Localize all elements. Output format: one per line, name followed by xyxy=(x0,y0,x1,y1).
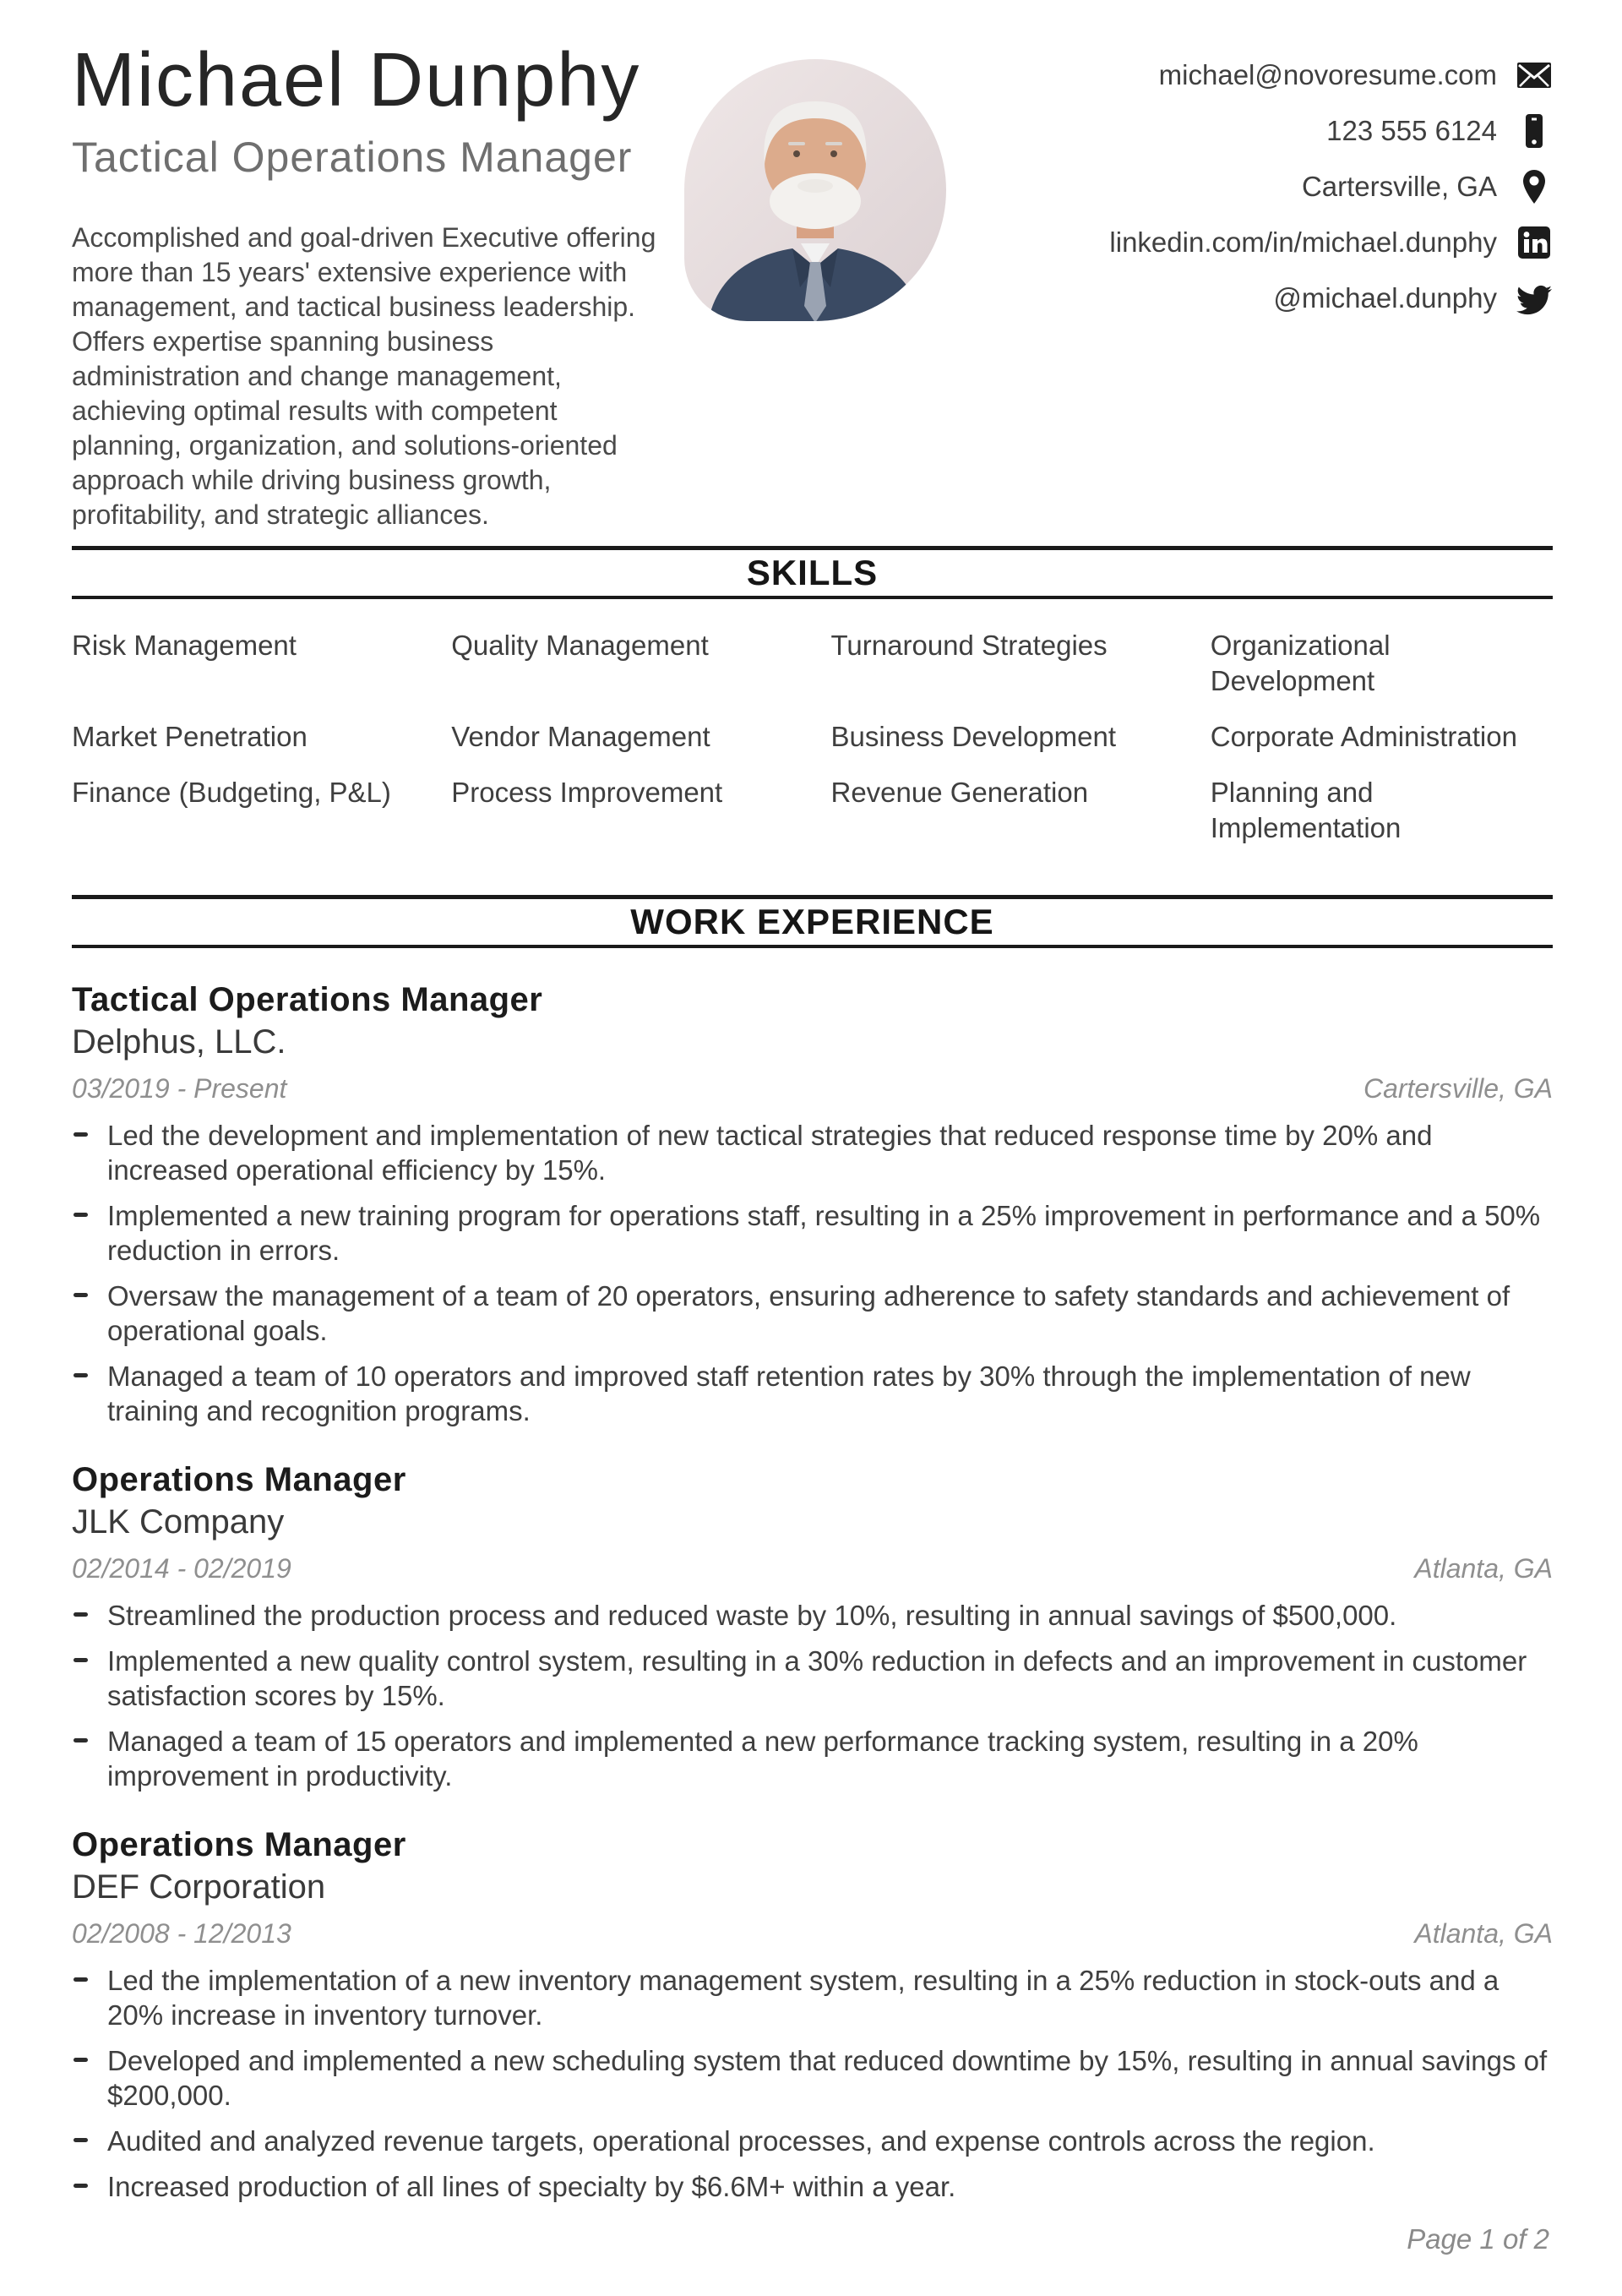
profile-photo xyxy=(684,59,946,321)
header xyxy=(72,39,1553,532)
job-bullet: Increased production of all lines of specialty by $6.6M+ within a year. xyxy=(72,2169,1553,2204)
job-bullet-list xyxy=(72,1598,1553,1793)
job-meta xyxy=(72,1918,1553,1950)
skill-item: Planning and Implementation xyxy=(1210,777,1402,843)
job-bullet-list xyxy=(72,1118,1553,1428)
skills-grid xyxy=(72,628,1553,846)
person-name: Michael Dunphy xyxy=(72,38,641,123)
contact-list xyxy=(946,47,1553,326)
job-entry xyxy=(72,980,1553,1428)
skills-section-header xyxy=(72,546,1553,599)
location-value: Cartersville, GA xyxy=(1301,171,1497,202)
job-company: DEF Corporation xyxy=(72,1868,326,1906)
job-company: Delphus, LLC. xyxy=(72,1023,286,1061)
skill-item: Organizational Development xyxy=(1210,630,1391,696)
job-location: Cartersville, GA xyxy=(1363,1073,1553,1104)
job-dates: 02/2008 - 12/2013 xyxy=(72,1918,291,1949)
skill-item: Risk Management xyxy=(72,630,297,661)
twitter-icon xyxy=(1516,280,1553,317)
page-number: Page 1 of 2 xyxy=(1407,2223,1549,2255)
skill-item: Vendor Management xyxy=(451,721,710,752)
skill-item: Market Penetration xyxy=(72,721,308,752)
job-dates: 02/2014 - 02/2019 xyxy=(72,1553,291,1584)
job-bullet: Oversaw the management of a team of 20 operators, ensuring adherence to safety standards and achievement of operational goals. xyxy=(72,1279,1553,1348)
person-job-title: Tactical Operations Manager xyxy=(72,134,633,181)
profile-summary: Accomplished and goal-driven Executive offering more than 15 years' extensive experience with management, and tactical business leadership. Offers expertise spanning business administration and change management, achieving optimal results with competent planning, organization, and solutions-oriented approach while driving business growth, profitability, and strategic alliances. xyxy=(72,222,656,530)
job-location: Atlanta, GA xyxy=(1414,1918,1553,1949)
location-icon xyxy=(1516,168,1553,205)
contact-row-location xyxy=(1302,159,1553,215)
linkedin-value[interactable]: linkedin.com/in/michael.dunphy xyxy=(1109,226,1497,258)
skill-item: Corporate Administration xyxy=(1210,721,1517,752)
phone-value[interactable]: 123 555 6124 xyxy=(1326,115,1497,146)
skill-item: Revenue Generation xyxy=(830,777,1089,808)
contact-row-linkedin xyxy=(1109,215,1553,270)
phone-icon xyxy=(1516,112,1553,150)
linkedin-icon xyxy=(1516,224,1553,261)
job-bullet: Led the development and implementation of new tactical strategies that reduced response time by 20% and increased operational efficiency by 15%. xyxy=(72,1118,1553,1187)
skill-item: Finance (Budgeting, P&L) xyxy=(72,777,391,808)
job-bullet: Led the implementation of a new inventory management system, resulting in a 25% reduction in stock-outs and a 20% increase in inventory turnover. xyxy=(72,1963,1553,2032)
job-dates: 03/2019 - Present xyxy=(72,1073,287,1104)
work-experience-heading: WORK EXPERIENCE xyxy=(630,902,994,941)
job-entry xyxy=(72,1460,1553,1793)
job-title: Operations Manager xyxy=(72,1826,406,1863)
skill-item: Business Development xyxy=(830,721,1117,752)
contact-row-phone xyxy=(1326,103,1553,159)
job-company: JLK Company xyxy=(72,1503,285,1541)
job-bullet: Managed a team of 10 operators and improved staff retention rates by 30% through the implementation of new training and recognition programs. xyxy=(72,1359,1553,1428)
profile-photo-illustration xyxy=(684,59,946,321)
email-icon xyxy=(1516,57,1553,94)
job-bullet: Developed and implemented a new scheduling system that reduced downtime by 15%, resulting in annual savings of $200,000. xyxy=(72,2043,1553,2113)
job-meta xyxy=(72,1073,1553,1104)
job-bullet: Managed a team of 15 operators and implemented a new performance tracking system, resulting in a 20% improvement in productivity. xyxy=(72,1724,1553,1793)
skills-heading: SKILLS xyxy=(746,553,879,592)
job-bullet-list xyxy=(72,1963,1553,2204)
skill-item: Turnaround Strategies xyxy=(830,630,1108,661)
job-bullet: Streamlined the production process and reduced waste by 10%, resulting in annual savings of $500,000. xyxy=(72,1598,1553,1633)
header-left xyxy=(72,39,667,532)
job-bullet: Audited and analyzed revenue targets, operational processes, and expense controls across the region. xyxy=(72,2124,1553,2158)
job-title: Tactical Operations Manager xyxy=(72,981,543,1018)
contact-row-email xyxy=(1159,47,1553,103)
job-meta xyxy=(72,1553,1553,1584)
job-title: Operations Manager xyxy=(72,1461,406,1498)
skill-item: Process Improvement xyxy=(451,777,723,808)
work-experience-section-header xyxy=(72,895,1553,948)
job-bullet: Implemented a new training program for operations staff, resulting in a 25% improvement in performance and a 50% reduction in errors. xyxy=(72,1198,1553,1268)
contact-row-twitter xyxy=(1273,270,1553,326)
job-bullet: Implemented a new quality control system, resulting in a 30% reduction in defects and an improvement in customer satisfaction scores by 15%. xyxy=(72,1644,1553,1713)
job-entry xyxy=(72,1825,1553,2204)
skill-item: Quality Management xyxy=(451,630,709,661)
job-location: Atlanta, GA xyxy=(1414,1553,1553,1584)
twitter-value[interactable]: @michael.dunphy xyxy=(1273,282,1497,314)
email-value[interactable]: michael@novoresume.com xyxy=(1158,59,1497,90)
